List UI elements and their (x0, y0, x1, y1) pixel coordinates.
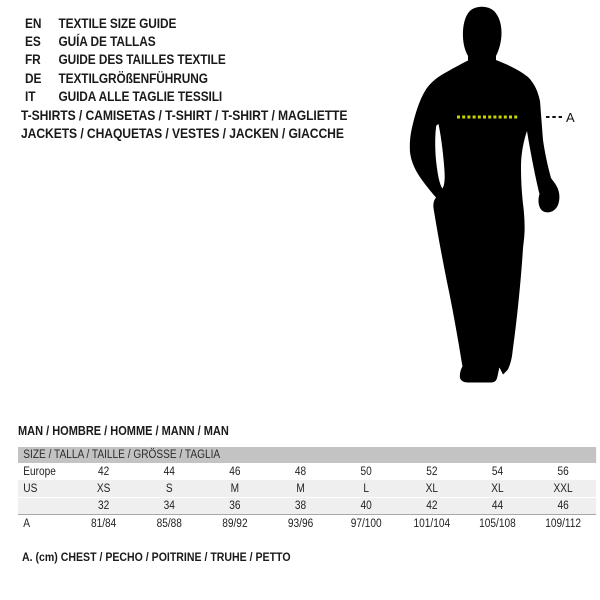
man-silhouette (410, 7, 560, 383)
language-row-en (25, 14, 395, 32)
category-line-tshirts: T-SHIRTS / CAMISETAS / T-SHIRT / T-SHIRT / MAGLIETTE (21, 108, 348, 123)
size-cell: 44 (491, 500, 504, 512)
size-cell: L (363, 482, 370, 495)
size-cell: 89/92 (222, 518, 248, 530)
category-block (21, 107, 426, 143)
size-cell: M (296, 482, 305, 495)
language-code: FR (25, 52, 41, 68)
size-cell: XS (96, 482, 111, 495)
size-cell: 105/108 (479, 518, 516, 530)
size-cell: XL (491, 482, 504, 495)
language-label: GUIDA ALLE TAGLIE TESSILI (58, 88, 223, 104)
size-cell: 109/112 (545, 518, 582, 530)
size-cell: 46 (229, 465, 241, 478)
size-cell: 38 (294, 500, 307, 512)
size-table-header: SIZE / TALLA / TAILLE / GRÖSSE / TAGLIA (18, 447, 596, 463)
size-cell: 42 (426, 500, 438, 512)
language-code: ES (25, 33, 41, 49)
size-cell: 93/96 (287, 518, 314, 530)
size-cell: 32 (97, 500, 110, 512)
table-row-europe (18, 463, 596, 480)
language-code: EN (25, 15, 42, 31)
size-cell: 34 (163, 500, 175, 512)
table-row-a (18, 514, 596, 533)
man-figure (400, 0, 600, 420)
size-cell: 50 (360, 465, 372, 478)
language-code: IT (25, 88, 36, 104)
language-row-it (25, 87, 395, 105)
table-row-intermediate (18, 497, 596, 514)
size-cell: 48 (294, 465, 307, 478)
size-cell: 40 (360, 500, 372, 512)
size-cell: 54 (491, 465, 504, 478)
category-line-jackets: JACKETS / CHAQUETAS / VESTES / JACKEN / GIACCHE (21, 125, 344, 141)
measure-label-a: A (566, 110, 575, 125)
size-table (18, 447, 596, 533)
language-row-fr (25, 51, 395, 69)
row-label: A (23, 518, 31, 530)
size-cell: 85/88 (156, 518, 182, 530)
size-cell: M (230, 482, 240, 495)
size-cell: S (165, 482, 173, 495)
size-cell: XXL (553, 482, 573, 495)
size-cell: 101/104 (413, 518, 451, 530)
size-cell: 46 (557, 500, 569, 512)
size-cell: 42 (97, 465, 110, 478)
language-row-es (25, 32, 395, 50)
language-row-de (25, 69, 395, 87)
size-cell: 36 (229, 500, 241, 512)
size-table-rows (18, 463, 596, 533)
language-code: DE (25, 70, 42, 86)
row-label: Europe (23, 465, 56, 478)
section-title: MAN / HOMBRE / HOMME / MANN / MAN (18, 424, 229, 438)
language-label: TEXTILGRÖßENFÜHRUNG (58, 70, 208, 86)
size-cell: 52 (426, 465, 438, 478)
language-label: GUÍA DE TALLAS (58, 33, 156, 49)
size-cell: XL (425, 482, 439, 495)
size-cell: 44 (163, 465, 175, 478)
measurement-footnote: A. (cm) CHEST / PECHO / POITRINE / TRUHE / PETTO (22, 550, 291, 564)
size-cell: 81/84 (90, 518, 117, 530)
language-list (25, 14, 395, 105)
man-silhouette-svg (400, 0, 600, 420)
row-label: US (23, 482, 38, 495)
table-row-us (18, 480, 596, 497)
size-cell: 56 (557, 465, 569, 478)
language-label: TEXTILE SIZE GUIDE (58, 15, 177, 31)
size-cell: 97/100 (350, 518, 382, 530)
language-label: GUIDE DES TAILLES TEXTILE (58, 52, 226, 68)
